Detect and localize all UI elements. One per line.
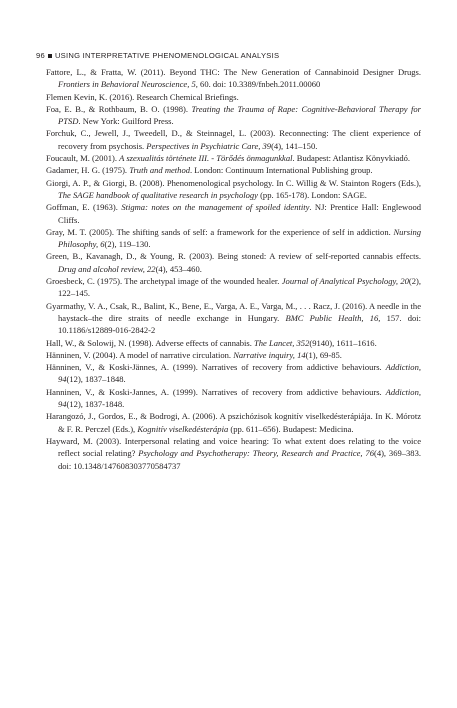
reference-entry: Green, B., Kavanagh, D., & Young, R. (2003). Being stoned: A review of self-reported cannabis effects. Drug and alcohol review, 22(4), 453–460. bbox=[46, 251, 421, 274]
reference-entry: Hänninen, V. (2004). A model of narrative circulation. Narrative inquiry, 14(1), 69-85. bbox=[46, 349, 342, 360]
reference-entry: Foa, E. B., & Rothbaum, B. O. (1998). Treating the Trauma of Rape: Cognitive-Behavioral Therapy for PTSD. New York: Guilford Press. bbox=[46, 103, 421, 127]
running-header bbox=[36, 51, 279, 60]
reference-entry: Foucault, M. (2001). A szexualitás története III. - Törődés önmagunkkal. Budapest: Atlantisz Könyvkiadó. bbox=[46, 153, 411, 164]
header-separator-square bbox=[48, 54, 52, 58]
reference-entry: Flemen Kevin, K. (2016). Research Chemical Briefings. bbox=[46, 91, 239, 102]
reference-entry: Hall, W., & Solowij, N. (1998). Adverse effects of cannabis. The Lancet, 352(9140), 1611–1616. bbox=[46, 337, 377, 348]
reference-entry: Harangozó, J., Gordos, E., & Bodrogi, A. (2006). A pszichózisok kognitív viselkedésterápiája. In K. Mórotz & F. R. Perczel (Eds.), Kognitív viselkedésterápia (pp. 611–656). Budapest: Medicina. bbox=[46, 411, 421, 434]
reference-entry: Fattore, L., & Fratta, W. (2011). Beyond THC: The New Generation of Cannabinoid Designer Drugs. Frontiers in Behavioral Neuroscience, 5, 60. doi: 10.3389/fnbeh.2011.00060 bbox=[46, 67, 421, 90]
reference-entry: Hänninen, V., & Koski-Jännes, A. (1999). Narratives of recovery from addictive behaviours. Addiction, 94(12), 1837–1848. bbox=[46, 362, 421, 385]
reference-entry: Giorgi, A. P., & Giorgi, B. (2008). Phenomenological psychology. In C. Willig & W. Stainton Rogers (Eds.), The SAGE handbook of qualitative research in psychology (pp. 165-178). London: SAGE. bbox=[46, 177, 421, 200]
reference-entry: Hayward, M. (2003). Interpersonal relating and voice hearing: To what extent does relating to the voice reflect social relating? Psychology and Psychotherapy: Theory, Research and Practice, 76(4), 369–383. doi: 10.1348/147608303770584737 bbox=[46, 435, 421, 471]
reference-entry: Goffman, E. (1963). Stigma: notes on the management of spoiled identity. NJ: Prentice Hall: Englewood Cliffs. bbox=[46, 202, 422, 225]
reference-list bbox=[46, 66, 421, 472]
reference-entry: Forchuk, C., Jewell, J., Tweedell, D., & Steinnagel, L. (2003). Reconnecting: The client experience of recovery from psychosis. Perspectives in Psychiatric Care, 39(4), 141–150. bbox=[46, 128, 421, 151]
running-title: USING INTERPRETATIVE PHENOMENOLOGICAL ANALYSIS bbox=[54, 51, 280, 60]
page-number: 96 bbox=[36, 51, 45, 60]
reference-entry: Gyarmathy, V. A., Csak, R., Balint, K., Bene, E., Varga, A. E., Varga, M., . . . Racz, J. (2016). A needle in the haystack–the dire straits of needle exchange in Hungary. BMC Public Health, 16, 157. doi: 10.1186/s12889-016-2842-2 bbox=[46, 300, 421, 336]
reference-entry: Groesbeck, C. (1975). The archetypal image of the wounded healer. Journal of Analytical Psychology, 20(2), 122–145. bbox=[46, 276, 421, 299]
reference-entry: Gadamer, H. G. (1975). Truth and method. London: Continuum International Publishing group. bbox=[46, 165, 373, 176]
reference-entry: Hanninen, V., & Koski-Jannes, A. (1999). Narratives of recovery from addictive behaviours. Addiction, 94(12), 1837-1848. bbox=[46, 386, 421, 410]
reference-entry: Gray, M. T. (2005). The shifting sands of self: a framework for the experience of self in addiction. Nursing Philosophy, 6(2), 119–130. bbox=[46, 226, 421, 250]
